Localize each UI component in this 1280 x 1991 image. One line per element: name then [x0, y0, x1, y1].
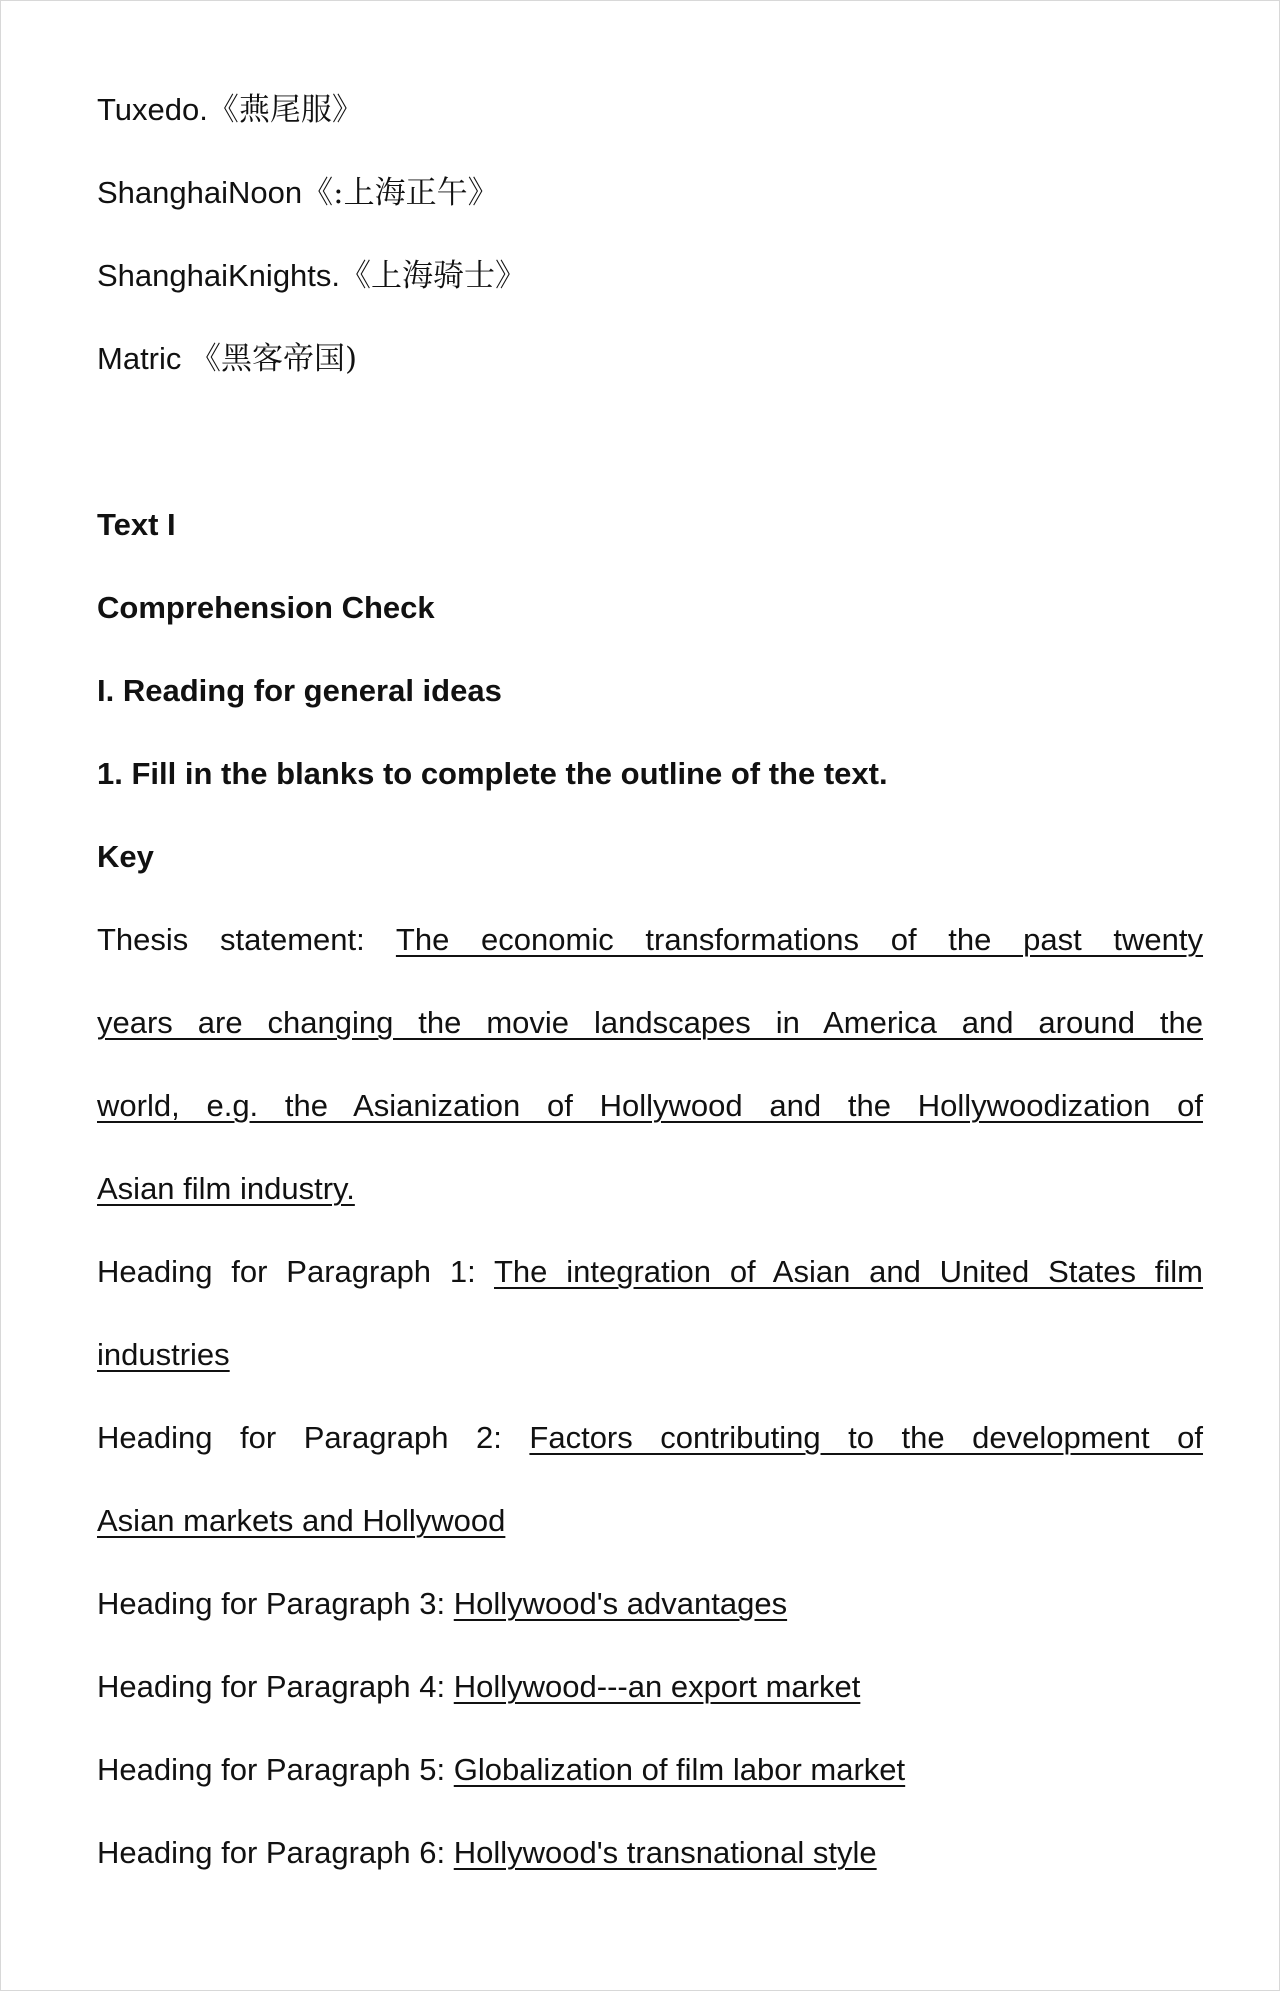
- film-chinese-title: 《:上海正午》: [302, 175, 499, 211]
- paragraph-heading-2-continued: [97, 1492, 1203, 1575]
- thesis-answer: Asian film industry.: [97, 1171, 355, 1206]
- thesis-answer: years are changing the movie landscapes in America and around the: [97, 1005, 1203, 1040]
- heading-answer: Factors contributing to the development of: [529, 1420, 1203, 1455]
- document-content: [97, 81, 1203, 1907]
- heading-label: Heading for Paragraph 3:: [97, 1586, 446, 1621]
- thesis-line: [97, 1160, 1203, 1243]
- film-entry: [97, 81, 1203, 164]
- thesis-line: [97, 1077, 1203, 1160]
- paragraph-heading-2: [97, 1409, 1203, 1492]
- reading-general-ideas-heading: I. Reading for general ideas: [97, 673, 502, 708]
- thesis-answer: world, e.g. the Asianization of Hollywood and the Hollywoodization of: [97, 1088, 1203, 1123]
- paragraph-heading-3: [97, 1575, 1203, 1658]
- task-instruction: 1. Fill in the blanks to complete the outline of the text.: [97, 756, 888, 791]
- thesis-label: Thesis statement:: [97, 922, 365, 957]
- thesis-line: [97, 911, 1203, 994]
- film-title: Tuxedo.: [97, 92, 208, 127]
- heading-label: Heading for Paragraph 2:: [97, 1420, 502, 1455]
- film-title: Matric: [97, 341, 182, 376]
- film-entry: [97, 164, 1203, 247]
- heading-label: Heading for Paragraph 1:: [97, 1254, 476, 1289]
- heading-answer: Hollywood's transnational style: [453, 1835, 877, 1870]
- thesis-line: [97, 994, 1203, 1077]
- key-label: Key: [97, 839, 154, 874]
- heading-label: Heading for Paragraph 4:: [97, 1669, 446, 1704]
- paragraph-heading-4: [97, 1658, 1203, 1741]
- film-title: ShanghaiKnights.: [97, 258, 341, 293]
- heading-label: Heading for Paragraph 5:: [97, 1752, 446, 1787]
- film-entry: [97, 247, 1203, 330]
- film-chinese-title: 《燕尾服》: [207, 92, 363, 128]
- heading-answer: Hollywood---an export market: [453, 1669, 861, 1704]
- film-title: ShanghaiNoon: [97, 175, 303, 210]
- film-entry: [97, 330, 1203, 413]
- comprehension-check-heading: Comprehension Check: [97, 590, 435, 625]
- film-chinese-title: 《上海骑士》: [340, 258, 527, 294]
- heading-label: Heading for Paragraph 6:: [97, 1835, 446, 1870]
- thesis-answer: The economic transformations of the past twenty: [395, 922, 1204, 957]
- paragraph-heading-1: [97, 1243, 1203, 1326]
- film-chinese-title: 《黑客帝国): [190, 341, 358, 377]
- paragraph-heading-6: [97, 1824, 1203, 1907]
- paragraph-heading-1-continued: [97, 1326, 1203, 1409]
- spacer: [97, 413, 1203, 496]
- heading-answer: Hollywood's advantages: [453, 1586, 788, 1621]
- text-title: Text I: [97, 507, 176, 542]
- paragraph-heading-5: [97, 1741, 1203, 1824]
- heading-answer: The integration of Asian and United States film: [494, 1254, 1204, 1289]
- heading-answer: industries: [97, 1337, 230, 1372]
- heading-answer: Globalization of film labor market: [453, 1752, 906, 1787]
- heading-answer: Asian markets and Hollywood: [97, 1503, 506, 1538]
